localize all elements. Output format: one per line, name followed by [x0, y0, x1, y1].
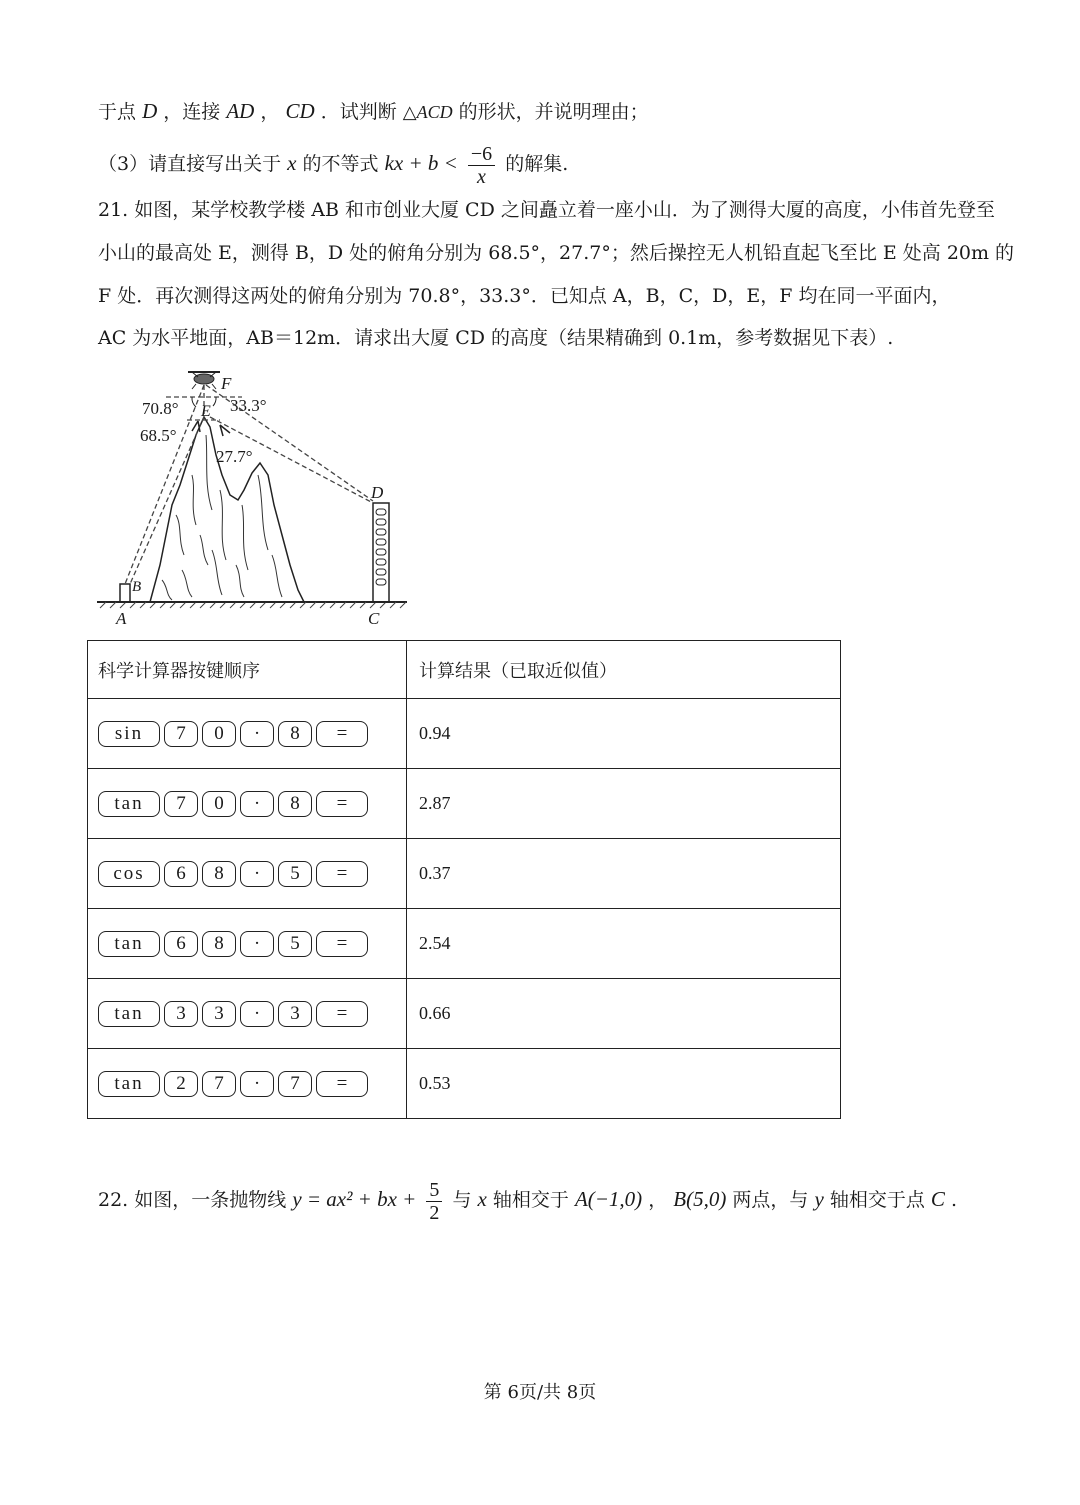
digit-key: 8 [202, 931, 236, 957]
label-a: A [116, 609, 127, 628]
digit-key: 8 [278, 791, 312, 817]
digit-key: 3 [164, 1001, 198, 1027]
text: （3）请直接写出关于 [98, 153, 282, 175]
digit-key: 7 [278, 1071, 312, 1097]
fraction-denominator: x [477, 165, 486, 188]
question-21-line-3: F 处．再次测得这两处的俯角分别为 70.8°，33.3°．已知点 A，B，C，D，E，F 均在同一平面内， [98, 285, 951, 307]
key-sequence-cell [88, 699, 407, 769]
digit-key: 0 [202, 791, 236, 817]
result-cell: 0.94 [407, 699, 841, 769]
building-cd [373, 503, 389, 602]
result-cell: 0.53 [407, 1049, 841, 1119]
digit-key: 8 [278, 721, 312, 747]
fraction-numerator: −6 [468, 143, 495, 166]
angle-arc [213, 397, 216, 406]
building-cd-windows [376, 509, 386, 585]
decimal-point-key: · [240, 1071, 274, 1097]
text: 的解集. [505, 153, 569, 175]
table-row [88, 1049, 841, 1119]
digit-key: 6 [164, 931, 198, 957]
question-20-part-3 [98, 140, 1020, 188]
mountain-figure [92, 365, 422, 630]
question-21-line-4: AC 为水平地面，AB＝12m．请求出大厦 CD 的高度（结果精确到 0.1m，参考数据见下表）. [98, 327, 894, 349]
decimal-point-key: · [240, 931, 274, 957]
table-row [88, 699, 841, 769]
parabola-expression: y = ax² + bx + [292, 1187, 417, 1211]
column-header-result: 计算结果（已取近似值） [407, 641, 841, 699]
digit-key: 5 [278, 861, 312, 887]
digit-key: 5 [278, 931, 312, 957]
building-ab [120, 584, 130, 602]
label-c: C [368, 609, 380, 628]
angle-70-8-label: 70.8° [142, 399, 179, 418]
table-row [88, 979, 841, 1049]
equals-key: = [316, 1001, 368, 1027]
digit-key: 0 [202, 721, 236, 747]
function-key: tan [98, 791, 160, 817]
variable: y [814, 1187, 824, 1211]
result-cell: 0.66 [407, 979, 841, 1049]
fraction [426, 1179, 442, 1224]
equals-key: = [316, 791, 368, 817]
digit-key: 3 [202, 1001, 236, 1027]
function-key: cos [98, 861, 160, 887]
question-21-line-2: 小山的最高处 E，测得 B，D 处的俯角分别为 68.5°，27.7°；然后操控无人机铅直起飞至比 E 处高 20m 的 [98, 242, 1015, 264]
variable: x [287, 151, 297, 175]
fraction [468, 143, 495, 188]
key-sequence-cell [88, 979, 407, 1049]
segment-label: AD [226, 99, 255, 123]
text: ， [648, 1189, 668, 1211]
function-key: tan [98, 1071, 160, 1097]
point-label: D [142, 99, 158, 123]
angle-27-7-label: 27.7° [216, 447, 253, 466]
function-key: sin [98, 721, 160, 747]
calculator-reference-table [87, 640, 841, 1119]
text: 轴相交于 [492, 1189, 569, 1211]
text: 两点，与 [732, 1189, 809, 1211]
text: 于点 [98, 101, 137, 123]
digit-key: 7 [164, 721, 198, 747]
angle-68-5-label: 68.5° [140, 426, 177, 445]
point-c: C [930, 1187, 945, 1211]
page-number: 第 6页/共 8页 [483, 1382, 597, 1403]
result-cell: 2.87 [407, 769, 841, 839]
digit-key: 2 [164, 1071, 198, 1097]
result-cell: 0.37 [407, 839, 841, 909]
equals-key: = [316, 861, 368, 887]
angle-33-3-label: 33.3° [230, 396, 267, 415]
text: 的不等式 [302, 153, 379, 175]
label-b: B [132, 579, 142, 595]
digit-key: 6 [164, 861, 198, 887]
segment-label: CD [285, 99, 315, 123]
text: ．试判断 [320, 101, 397, 123]
decimal-point-key: · [240, 861, 274, 887]
key-sequence-cell [88, 769, 407, 839]
table-header-row [88, 641, 841, 699]
function-key: tan [98, 1001, 160, 1027]
text: ， [260, 101, 280, 123]
text: 轴相交于点 [829, 1189, 925, 1211]
key-sequence-cell [88, 909, 407, 979]
key-sequence-cell [88, 1049, 407, 1119]
key-sequence-cell [88, 839, 407, 909]
table-row [88, 839, 841, 909]
text: . [950, 1189, 958, 1211]
angle-arc [192, 397, 196, 407]
decimal-point-key: · [240, 791, 274, 817]
digit-key: 7 [164, 791, 198, 817]
table-row [88, 909, 841, 979]
point-a: A(−1,0) [574, 1187, 643, 1211]
equals-key: = [316, 1071, 368, 1097]
digit-key: 3 [278, 1001, 312, 1027]
label-f: F [221, 374, 232, 393]
inequality-expression: kx + b < [384, 151, 458, 175]
decimal-point-key: · [240, 721, 274, 747]
label-e: E [201, 403, 211, 420]
triangle-label: △ACD [402, 102, 453, 122]
text: 与 [452, 1189, 472, 1211]
equals-key: = [316, 721, 368, 747]
digit-key: 8 [202, 861, 236, 887]
question-21-line-1: 21. 如图，某学校教学楼 AB 和市创业大厦 CD 之间矗立着一座小山．为了测得大厦的高度，小伟首先登至 [98, 199, 995, 221]
table-row [88, 769, 841, 839]
question-20-continuation [98, 96, 1020, 127]
label-d: D [371, 483, 384, 502]
text: 的形状，并说明理由； [458, 101, 649, 123]
equals-key: = [316, 931, 368, 957]
fraction-denominator: 2 [429, 1201, 440, 1224]
question-22 [98, 1174, 1020, 1225]
decimal-point-key: · [240, 1001, 274, 1027]
column-header-key-sequence: 科学计算器按键顺序 [88, 641, 407, 699]
function-key: tan [98, 931, 160, 957]
text: ，连接 [163, 101, 221, 123]
variable: x [477, 1187, 487, 1211]
point-b: B(5,0) [673, 1187, 727, 1211]
fraction-numerator: 5 [426, 1179, 442, 1202]
text: 22. 如图，一条抛物线 [98, 1189, 287, 1211]
result-cell: 2.54 [407, 909, 841, 979]
digit-key: 7 [202, 1071, 236, 1097]
